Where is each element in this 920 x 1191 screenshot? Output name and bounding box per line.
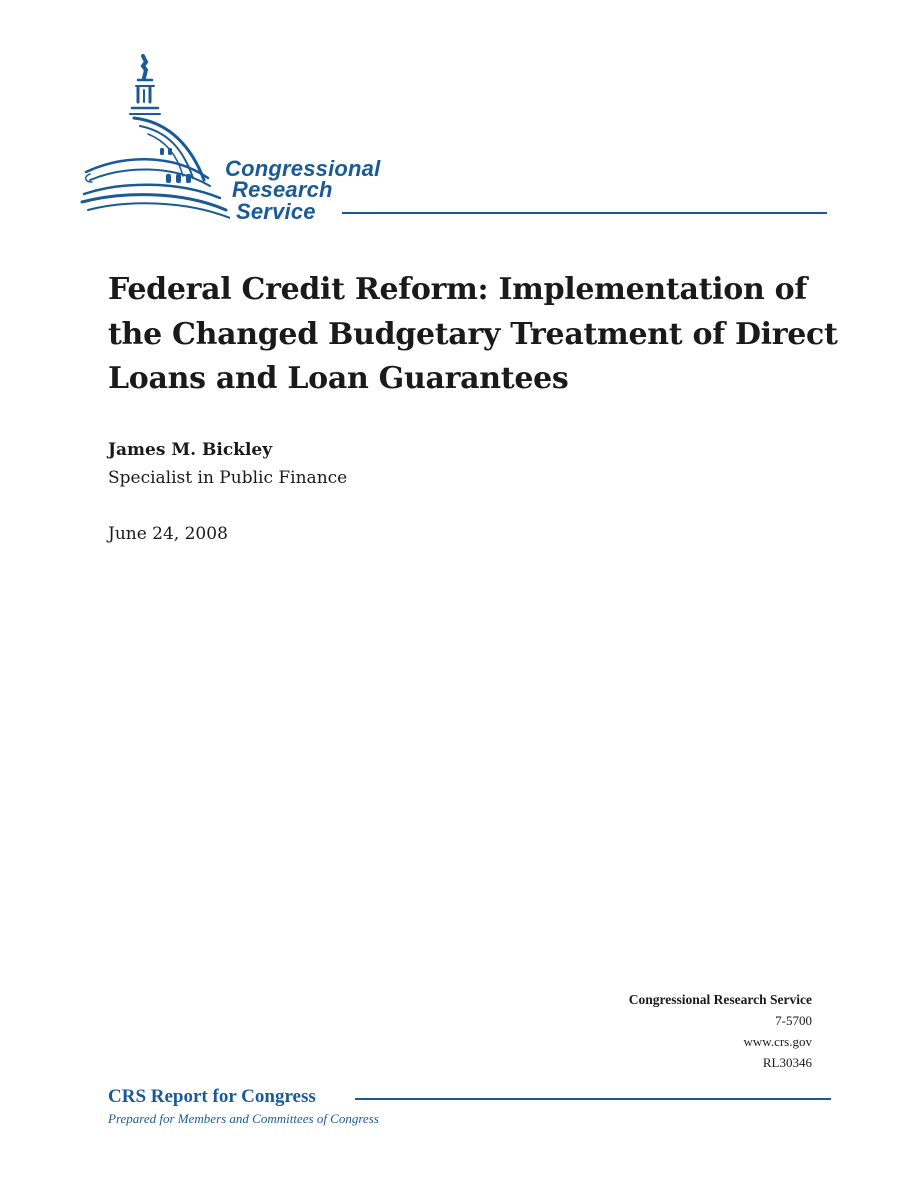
- footer-title: CRS Report for Congress: [108, 1086, 316, 1107]
- crs-logo: [80, 52, 840, 232]
- report-meta: [629, 990, 812, 1073]
- logo-word-congressional: Congressional: [225, 156, 381, 181]
- author-name: James M. Bickley: [108, 440, 273, 460]
- logo-divider: [342, 212, 827, 214]
- meta-report-number: RL30346: [762, 1055, 812, 1070]
- author-title: Specialist in Public Finance: [108, 468, 348, 488]
- logo-word-research: Research: [232, 177, 333, 202]
- meta-website-link[interactable]: www.crs.gov: [743, 1034, 812, 1049]
- footer-subtitle: Prepared for Members and Committees of Congress: [108, 1111, 379, 1126]
- report-title: Federal Credit Reform: Implementation of the Changed Budgetary Treatment of Direct Loans and Loan Guarantees: [108, 272, 838, 396]
- meta-phone: 7-5700: [775, 1013, 812, 1028]
- report-date: June 24, 2008: [108, 524, 228, 544]
- meta-organization: Congressional Research Service: [628, 992, 812, 1007]
- footer-divider: [355, 1098, 831, 1100]
- footer: [108, 1085, 832, 1135]
- logo-word-service: Service: [236, 199, 316, 224]
- capitol-dome-icon: [80, 52, 230, 227]
